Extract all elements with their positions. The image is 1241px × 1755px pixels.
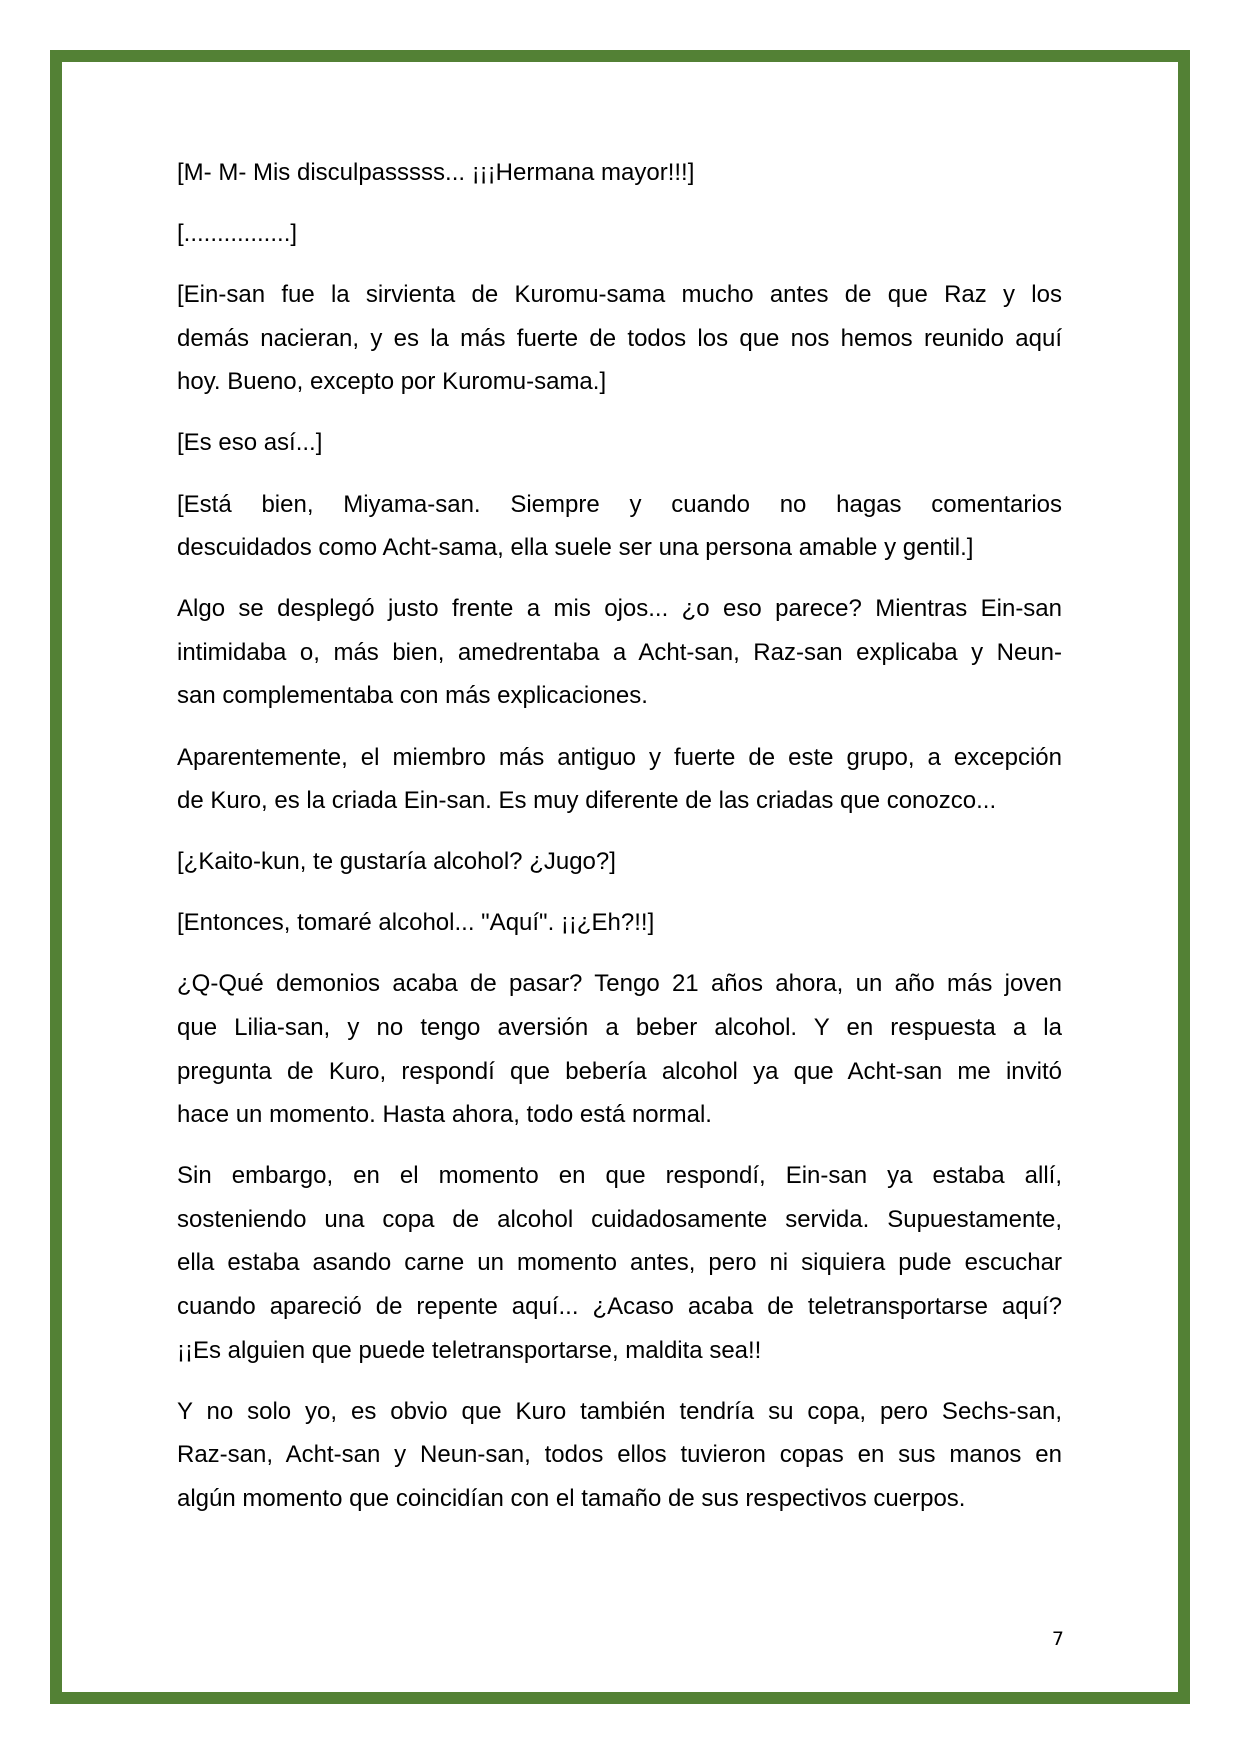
text-line: Aparentemente, el miembro más antiguo y fuerte de este grupo, a excepción	[177, 743, 1062, 771]
text-line: cuando apareció de repente aquí... ¿Acaso acaba de teletransportarse aquí?	[177, 1293, 1062, 1321]
paragraph	[177, 151, 1062, 195]
text-line: demás nacieran, y es la más fuerte de todos los que nos hemos reunido aquí	[177, 324, 1062, 352]
text-line: Sin embargo, en el momento en que respondí, Ein-san ya estaba allí,	[177, 1162, 1062, 1190]
paragraph	[177, 421, 1062, 465]
paragraph	[177, 736, 1062, 823]
paragraph	[177, 212, 1062, 256]
text-line: sosteniendo una copa de alcohol cuidadosamente servida. Supuestamente,	[177, 1205, 1062, 1233]
text-line: Raz-san, Acht-san y Neun-san, todos ellos tuvieron copas en sus manos en	[177, 1441, 1062, 1469]
text-line: [Entonces, tomaré alcohol... "Aquí". ¡¡¿Eh?!!]	[177, 909, 655, 937]
text-line: ¿Q-Qué demonios acaba de pasar? Tengo 21 años ahora, un año más joven	[177, 970, 1062, 998]
text-line: intimidaba o, más bien, amedrentaba a Acht-san, Raz-san explicaba y Neun-	[177, 638, 1062, 666]
text-line: [Está bien, Miyama-san. Siempre y cuando no hagas comentarios	[177, 490, 1062, 518]
document-body	[177, 151, 1062, 1538]
paragraph	[177, 1390, 1062, 1521]
paragraph	[177, 587, 1062, 718]
text-line: [Ein-san fue la sirvienta de Kuromu-sama mucho antes de que Raz y los	[177, 281, 1062, 309]
text-line: pregunta de Kuro, respondí que bebería alcohol ya que Acht-san me invitó	[177, 1057, 1062, 1085]
text-line: que Lilia-san, y no tengo aversión a beber alcohol. Y en respuesta a la	[177, 1014, 1062, 1041]
text-line: san complementaba con más explicaciones.	[177, 682, 648, 710]
paragraph	[177, 901, 1062, 945]
text-line: de Kuro, es la criada Ein-san. Es muy diferente de las criadas que conozco...	[177, 787, 997, 815]
paragraph	[177, 1154, 1062, 1372]
text-line: hace un momento. Hasta ahora, todo está normal.	[177, 1101, 712, 1129]
text-line: Algo se desplegó justo frente a mis ojos... ¿o eso parece? Mientras Ein-san	[177, 595, 1062, 623]
text-line: ella estaba asando carne un momento antes, pero ni siquiera pude escuchar	[177, 1249, 1062, 1277]
paragraph	[177, 840, 1062, 884]
text-line: [M- M- Mis disculpasssss... ¡¡¡Hermana mayor!!!]	[177, 159, 695, 186]
text-line: hoy. Bueno, excepto por Kuromu-sama.]	[177, 368, 607, 396]
paragraph	[177, 962, 1062, 1136]
text-line: [................]	[177, 220, 298, 248]
page-number: 7	[1051, 1628, 1064, 1650]
text-line: [¿Kaito-kun, te gustaría alcohol? ¿Jugo?]	[177, 848, 616, 876]
text-line: ¡¡Es alguien que puede teletransportarse, maldita sea!!	[177, 1336, 762, 1364]
paragraph	[177, 273, 1062, 404]
text-line: algún momento que coincidían con el tamaño de sus respectivos cuerpos.	[177, 1484, 966, 1512]
text-line: descuidados como Acht-sama, ella suele ser una persona amable y gentil.]	[177, 534, 974, 562]
text-line: Y no solo yo, es obvio que Kuro también tendría su copa, pero Sechs-san,	[177, 1397, 1062, 1425]
text-line: [Es eso así...]	[177, 429, 323, 457]
paragraph	[177, 483, 1062, 570]
